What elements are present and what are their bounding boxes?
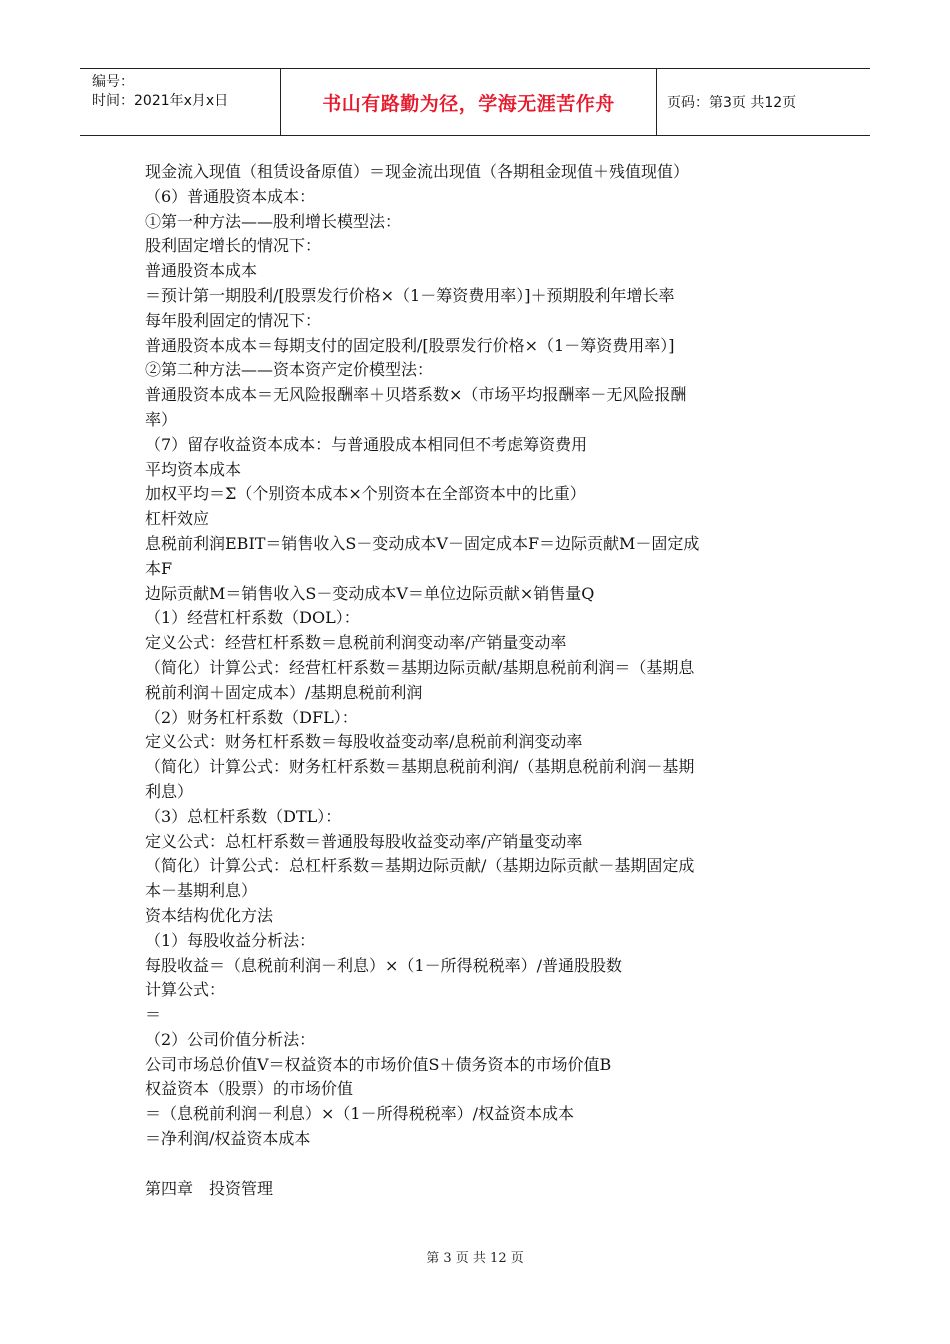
text-line: 权益资本（股票）的市场价值 — [145, 1079, 354, 1099]
text-line: （1）每股收益分析法： — [145, 930, 316, 950]
text-line: ①第一种方法——股利增长模型法： — [145, 211, 402, 231]
text-line: ＝ — [145, 1005, 162, 1025]
text-line: 定义公式：经营杠杆系数＝息税前利润变动率/产销量变动率 — [145, 633, 567, 653]
text-line: 加权平均＝Σ（个别资本成本×个别资本在全部资本中的比重） — [145, 484, 586, 504]
text-line: （2）财务杠杆系数（DFL）： — [145, 707, 358, 727]
text-line: ＝净利润/权益资本成本 — [145, 1129, 311, 1149]
text-line: 每股收益＝（息税前利润－利息）×（1－所得税税率）/普通股股数 — [145, 955, 622, 975]
text-line: 边际贡献M＝销售收入S－变动成本V＝单位边际贡献×销售量Q — [145, 583, 595, 603]
text-line: 计算公式： — [145, 980, 226, 1000]
text-line: 普通股资本成本 — [145, 261, 258, 281]
text-line — [145, 1152, 825, 1177]
text-line: （简化）计算公式：经营杠杆系数＝基期边际贡献/基期息税前利润＝（基期息 — [145, 657, 695, 677]
text-line: ＝（息税前利润－利息）×（1－所得税税率）/权益资本成本 — [145, 1104, 574, 1124]
text-line: 现金流入现值（租赁设备原值）＝现金流出现值（各期租金现值＋残值现值） — [145, 162, 690, 181]
text-line: 利息） — [145, 781, 194, 801]
text-line: 本F — [145, 558, 173, 578]
text-line: （7）留存收益资本成本：与普通股成本相同但不考虑筹资费用 — [145, 434, 588, 454]
text-line: 公司市场总价值V＝权益资本的市场价值S＋债务资本的市场价值B — [145, 1054, 612, 1074]
document-body — [145, 160, 825, 1201]
header-number: 编号： — [92, 74, 134, 90]
text-line: 普通股资本成本＝每期支付的固定股利/[股票发行价格×（1－筹资费用率）] — [145, 335, 675, 355]
text-line: 股利固定增长的情况下： — [145, 236, 322, 256]
text-line: ＝预计第一期股利/[股票发行价格×（1－筹资费用率）]＋预期股利年增长率 — [145, 285, 675, 305]
text-line: 定义公式：财务杠杆系数＝每股收益变动率/息税前利润变动率 — [145, 732, 583, 752]
text-line: 税前利润＋固定成本）/基期息税前利润 — [145, 682, 423, 702]
text-line: 杠杆效应 — [145, 509, 210, 529]
text-line: 率） — [145, 409, 178, 429]
page-header — [80, 68, 870, 136]
text-line: 普通股资本成本＝无风险报酬率＋贝塔系数×（市场平均报酬率－无风险报酬 — [145, 385, 687, 405]
text-line: （简化）计算公式：总杠杆系数＝基期边际贡献/（基期边际贡献－基期固定成 — [145, 856, 695, 876]
header-motto: 书山有路勤为径，学海无涯苦作舟 — [280, 69, 657, 135]
page-footer: 第 3 页 共 12 页 — [426, 1251, 524, 1266]
text-line: 定义公式：总杠杆系数＝普通股每股收益变动率/产销量变动率 — [145, 831, 583, 851]
text-line: （2）公司价值分析法： — [145, 1029, 316, 1049]
header-page-number: 页码：第3页 共12页 — [667, 95, 797, 111]
text-line: （简化）计算公式：财务杠杆系数＝基期息税前利润/（基期息税前利润－基期 — [145, 757, 695, 777]
text-line: 资本结构优化方法 — [145, 905, 274, 925]
header-date: 时间：2021年x月x日 — [92, 93, 229, 109]
header-meta — [80, 69, 280, 135]
text-line: 每年股利固定的情况下： — [145, 310, 322, 330]
text-line: 本－基期利息） — [145, 881, 258, 901]
text-line: （3）总杠杆系数（DTL）： — [145, 806, 342, 826]
text-line: 第四章 投资管理 — [145, 1178, 274, 1198]
text-line: （6）普通股资本成本： — [145, 186, 316, 206]
text-line: （1）经营杠杆系数（DOL）： — [145, 608, 360, 628]
text-line: ②第二种方法——资本资产定价模型法： — [145, 360, 434, 380]
text-line: 平均资本成本 — [145, 459, 242, 479]
text-line: 息税前利润EBIT＝销售收入S－变动成本V－固定成本F＝边际贡献M－固定成 — [145, 533, 700, 553]
